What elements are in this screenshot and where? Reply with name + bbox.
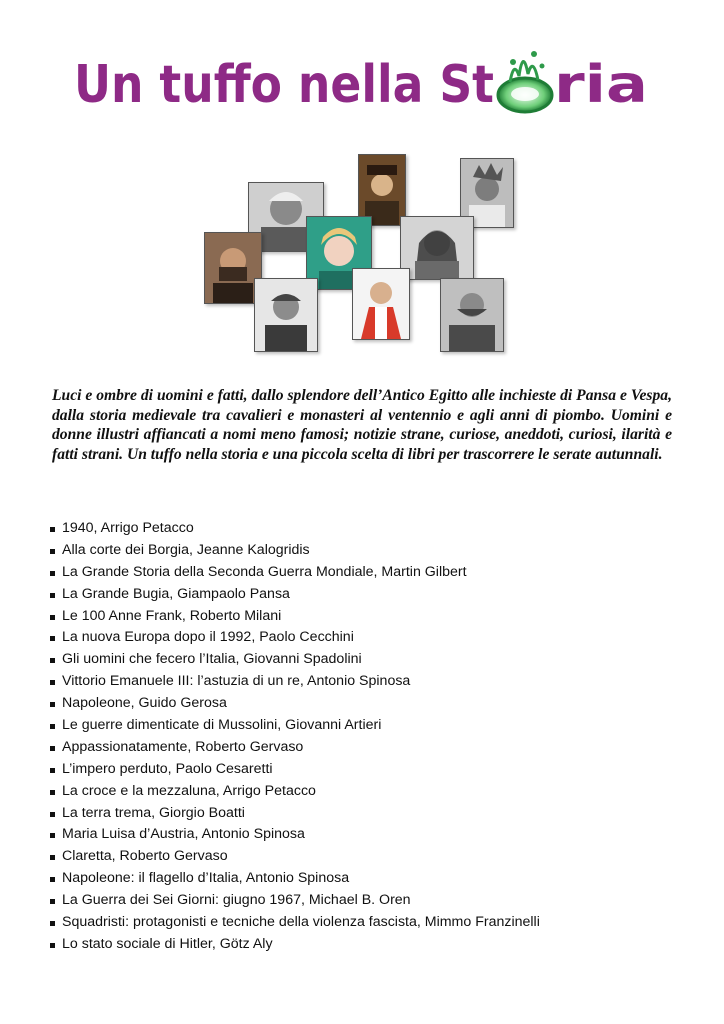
square-bullet-icon [50,702,55,707]
list-item [50,781,540,803]
square-bullet-icon [50,658,55,663]
list-item [50,518,540,540]
portrait-photo-6 [400,216,474,280]
list-item [50,649,540,671]
square-bullet-icon [50,746,55,751]
list-item [50,671,540,693]
book-entry: Le 100 Anne Frank, Roberto Milani [62,607,282,624]
book-entry: La nuova Europa dopo il 1992, Paolo Cecchini [62,629,354,646]
book-entry: La croce e la mezzaluna, Arrigo Petacco [62,782,316,799]
intro-paragraph: Luci e ombre di uomini e fatti, dallo splendore dell’Antico Egitto alle inchieste di Pansa e Vespa, dalla storia medievale tra cavalieri e monasteri al ventennio e agli anni di piombo. Uomini e donne illustri affiancati a nomi meno famosi; notizie strane, curiose, aneddoti, curiosi, ilarità e fatti strani. Un tuffo nella storia e una piccola scelta di libri per trascorrere le serate autunnali. [52,387,672,463]
square-bullet-icon [50,549,55,554]
square-bullet-icon [50,790,55,795]
square-bullet-icon [50,571,55,576]
square-bullet-icon [50,943,55,948]
page-title-logo [72,42,652,122]
portrait-collage [196,150,526,360]
list-item [50,606,540,628]
list-item [50,627,540,649]
book-entry: La Grande Storia della Seconda Guerra Mondiale, Martin Gilbert [62,563,467,580]
square-bullet-icon [50,921,55,926]
title-text-right: ria [554,55,648,115]
book-entry: Squadristi: protagonisti e tecniche della violenza fascista, Mimmo Franzinelli [62,914,540,931]
book-entry: L’impero perduto, Paolo Cesaretti [62,760,273,777]
book-entry: Claretta, Roberto Gervaso [62,848,228,865]
list-item [50,737,540,759]
square-bullet-icon [50,527,55,532]
book-entry: Maria Luisa d’Austria, Antonio Spinosa [62,826,305,843]
book-list [50,518,540,956]
list-item [50,824,540,846]
book-entry: 1940, Arrigo Petacco [62,520,194,536]
book-entry: Le guerre dimenticate di Mussolini, Giovanni Artieri [62,717,382,734]
list-item [50,540,540,562]
list-item [50,584,540,606]
book-entry: La Grande Bugia, Giampaolo Pansa [62,585,290,602]
book-entry: Vittorio Emanuele III: l’astuzia di un re, Antonio Spinosa [62,673,411,690]
square-bullet-icon [50,877,55,882]
square-bullet-icon [50,724,55,729]
list-item [50,846,540,868]
portrait-photo-9 [440,278,504,352]
square-bullet-icon [50,593,55,598]
book-entry: Lo stato sociale di Hitler, Götz Aly [62,935,273,952]
book-entry: Napoleone: il flagello d’Italia, Antonio Spinosa [62,870,350,887]
book-entry: La terra trema, Giorgio Boatti [62,804,245,821]
book-entry: Alla corte dei Borgia, Jeanne Kalogridis [62,541,310,558]
square-bullet-icon [50,636,55,641]
book-entry: Napoleone, Guido Gerosa [62,695,227,712]
portrait-photo-8 [352,268,410,340]
portrait-photo-7 [254,278,318,352]
square-bullet-icon [50,812,55,817]
list-item [50,868,540,890]
list-item [50,759,540,781]
list-item [50,912,540,934]
list-item [50,803,540,825]
square-bullet-icon [50,899,55,904]
square-bullet-icon [50,615,55,620]
list-item [50,934,540,956]
square-bullet-icon [50,833,55,838]
list-item [50,715,540,737]
square-bullet-icon [50,855,55,860]
list-item [50,562,540,584]
square-bullet-icon [50,680,55,685]
book-entry: La Guerra dei Sei Giorni: giugno 1967, Michael B. Oren [62,892,411,909]
list-item [50,890,540,912]
list-item [50,693,540,715]
title-text-left: Un tuffo nella St [74,55,494,115]
book-entry: Gli uomini che fecero l’Italia, Giovanni Spadolini [62,651,362,668]
water-splash-icon [498,51,552,112]
book-entry: Appassionatamente, Roberto Gervaso [62,738,304,755]
square-bullet-icon [50,768,55,773]
